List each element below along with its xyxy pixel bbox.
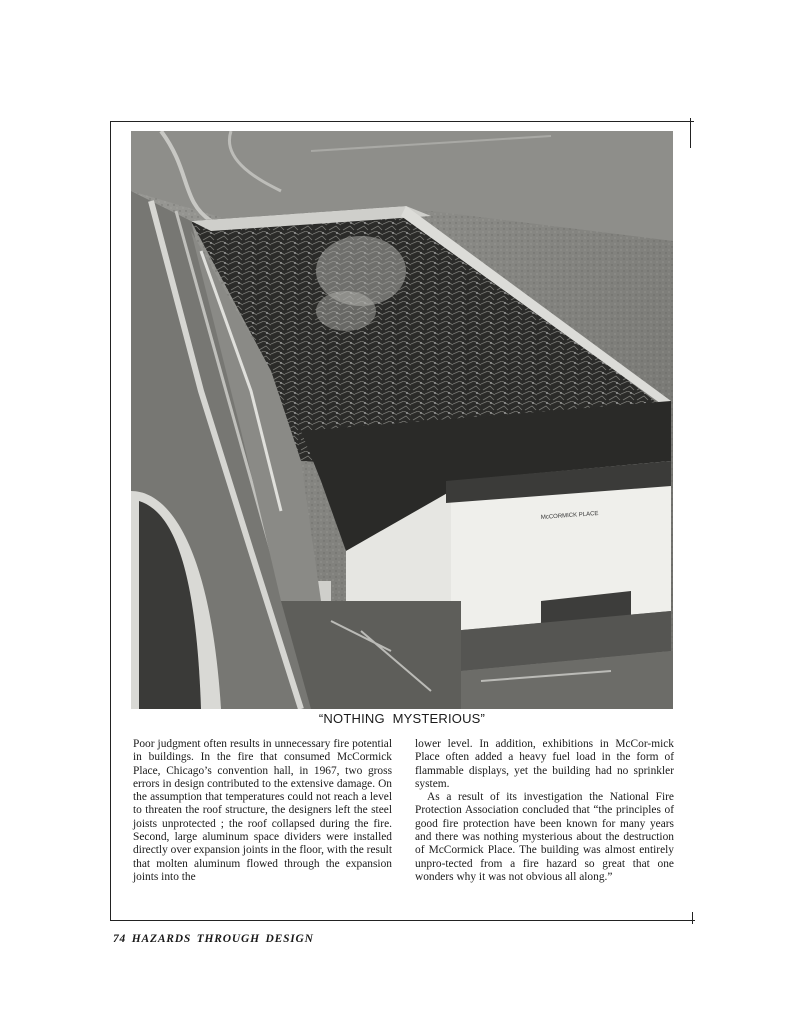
frame-left-rule (110, 121, 111, 921)
frame-corner-mark (692, 912, 693, 924)
body-paragraph: As a result of its investigation the National Fire Protection Association concluded that “the principles of good fire protection have been known for many years and there was nothing mysterious about the destruction of McCormick Place. The building was almost entirely unpro-tected from a fire hazard so great that one wonders why it was not obvious all along.” (415, 791, 674, 883)
frame-top-rule (110, 121, 694, 122)
body-column-left (133, 738, 392, 884)
frame-bottom-rule (110, 920, 695, 921)
body-paragraph: lower level. In addition, exhibitions in McCor-mick Place often added a heavy fuel load in the form of flammable displays, yet the building had no sprinkler system. (415, 738, 674, 790)
body-column-right (415, 738, 674, 884)
body-paragraph: Poor judgment often results in unnecessary fire potential in buildings. In the fire that consumed McCormick Place, Chicago’s convention hall, in 1967, two gross errors in design contributed to the extensive damage. On the assumption that temperatures could not reach a level to threaten the roof structure, the designers left the steel joists unprotected ; the roof collapsed during the fire. Second, large aluminum space dividers were installed directly over expansion joints in the floor, with the result that molten aluminum flowed through the expansion joints into the (133, 738, 392, 883)
page-footer: 74 HAZARDS THROUGH DESIGN (113, 933, 314, 945)
building-sign-text: McCORMICK PLACE (540, 510, 599, 521)
frame-corner-mark (690, 118, 691, 148)
aerial-fire-photo (131, 131, 673, 709)
figure-caption: “NOTHING MYSTERIOUS” (318, 711, 486, 726)
